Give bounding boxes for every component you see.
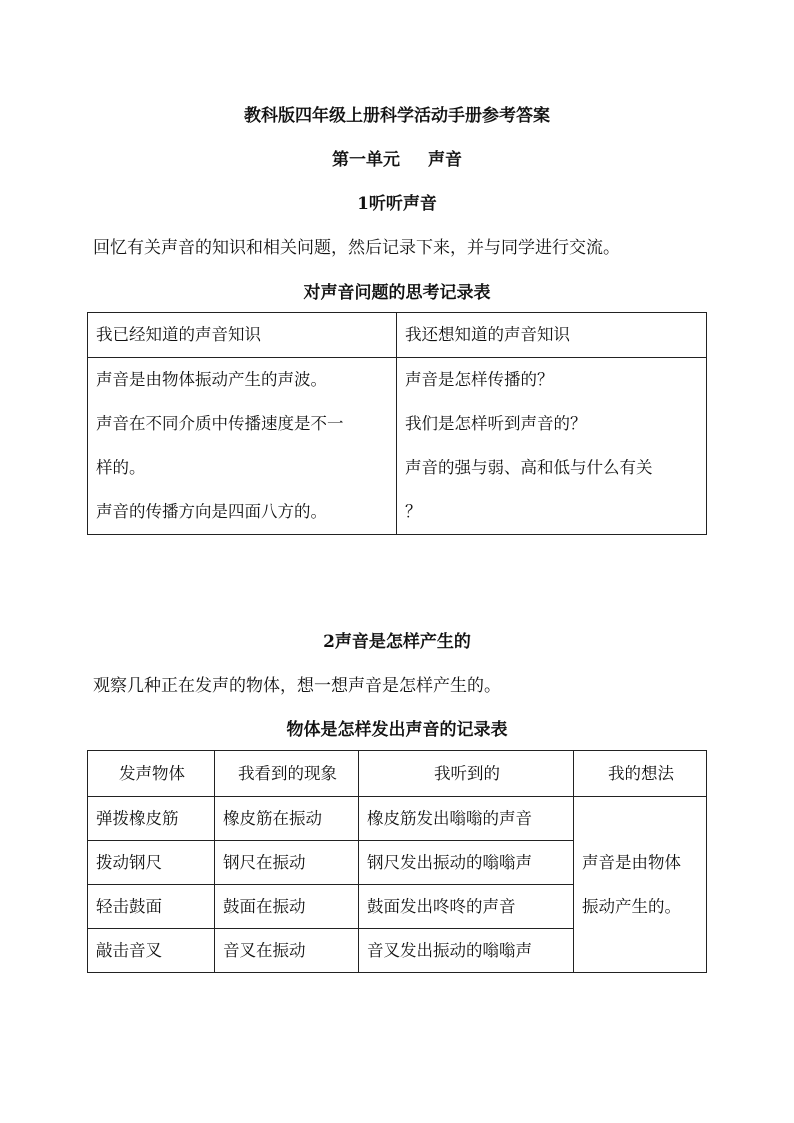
document-title: 教科版四年级上册科学活动手册参考答案 — [244, 106, 550, 126]
want-line: 声音是怎样传播的？ — [405, 370, 554, 389]
object-cell: 拨动钢尺 — [88, 841, 215, 885]
sound-production-table — [87, 750, 707, 973]
unit-heading — [0, 148, 794, 172]
header-seen: 我看到的现象 — [215, 751, 359, 797]
known-cell — [88, 358, 397, 535]
table-header-row — [88, 313, 707, 358]
heard-cell: 钢尺发出振动的嗡嗡声 — [359, 841, 574, 885]
table-row — [88, 358, 707, 535]
idea-line: 声音是由物体 — [582, 852, 681, 872]
known-line: 声音在不同介质中传播速度是不一 — [96, 414, 344, 433]
want-line: 我们是怎样听到声音的？ — [405, 414, 587, 433]
lesson2-table-title: 物体是怎样发出声音的记录表 — [286, 720, 508, 740]
header-object: 发声物体 — [88, 751, 215, 797]
header-heard: 我听到的 — [359, 751, 574, 797]
object-cell: 敲击音叉 — [88, 929, 215, 973]
seen-cell: 橡皮筋在振动 — [215, 797, 359, 841]
lesson2-title: 2声音是怎样产生的 — [323, 632, 471, 652]
sound-thinking-table — [87, 312, 707, 535]
lesson1-table-title: 对声音问题的思考记录表 — [303, 283, 491, 303]
object-cell: 弹拨橡皮筋 — [88, 797, 215, 841]
seen-cell: 钢尺在振动 — [215, 841, 359, 885]
header-idea: 我的想法 — [574, 751, 707, 797]
object-cell: 轻击鼓面 — [88, 885, 215, 929]
heard-cell: 音叉发出振动的嗡嗡声 — [359, 929, 574, 973]
table-header-row — [88, 751, 707, 797]
want-line: 声音的强与弱、高和低与什么有关 — [405, 458, 653, 477]
unit-name: 声音 — [428, 150, 462, 170]
lesson1-title: 1听听声音 — [357, 194, 437, 214]
known-line: 声音的传播方向是四面八方的。 — [96, 502, 327, 521]
known-line: 样的。 — [96, 458, 146, 477]
idea-line: 振动产生的。 — [582, 896, 681, 916]
idea-cell — [574, 797, 707, 973]
want-line: ？ — [405, 502, 422, 521]
seen-cell: 鼓面在振动 — [215, 885, 359, 929]
known-line: 声音是由物体振动产生的声波。 — [96, 370, 327, 389]
lesson1-instruction: 回忆有关声音的知识和相关问题，然后记录下来，并与同学进行交流。 — [93, 238, 620, 258]
header-want: 我还想知道的声音知识 — [397, 313, 707, 358]
heard-cell: 鼓面发出咚咚的声音 — [359, 885, 574, 929]
want-cell — [397, 358, 707, 535]
seen-cell: 音叉在振动 — [215, 929, 359, 973]
unit-label: 第一单元 — [332, 150, 400, 170]
lesson2-instruction: 观察几种正在发声的物体，想一想声音是怎样产生的。 — [93, 676, 501, 696]
header-known: 我已经知道的声音知识 — [88, 313, 397, 358]
heard-cell: 橡皮筋发出嗡嗡的声音 — [359, 797, 574, 841]
table-row — [88, 797, 707, 841]
